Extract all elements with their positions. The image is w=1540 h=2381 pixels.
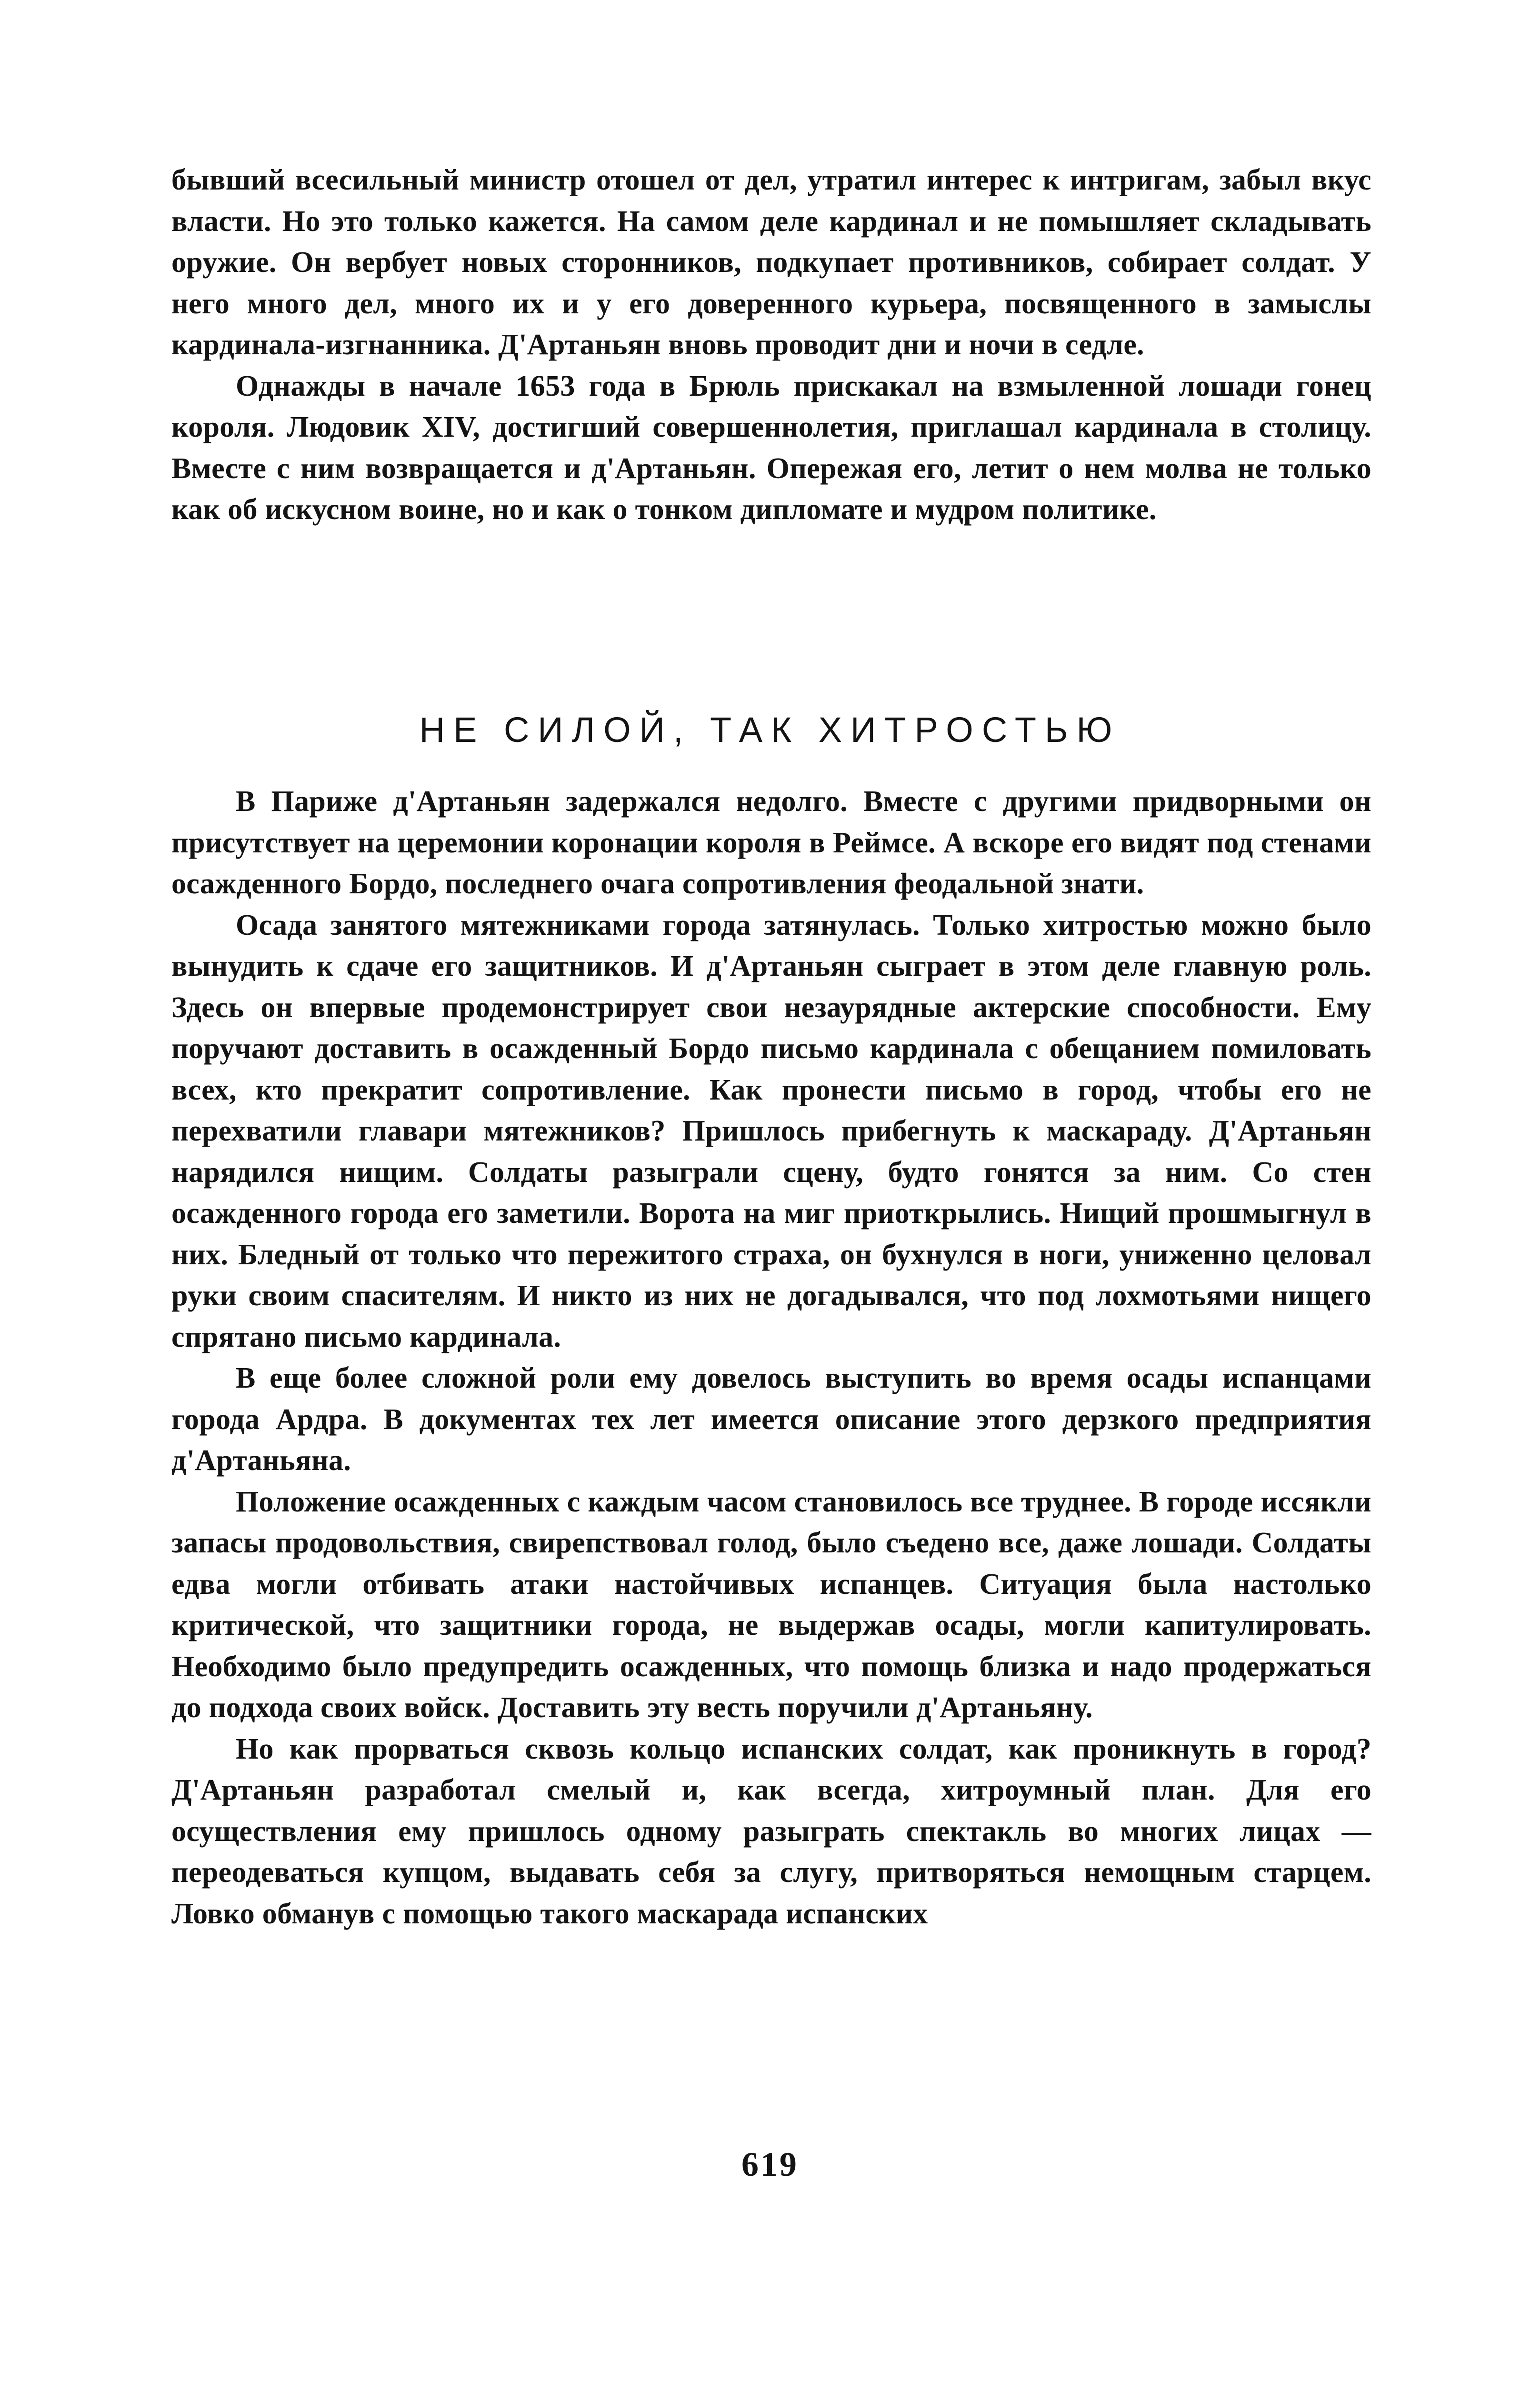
paragraph-continued: бывший всесильный министр отошел от дел, утратил интерес к интригам, забыл вкус власти. Но это только кажется. На самом деле кардинал и не помышляет складывать оружие. Он вербует новых сторонников, подкупает противников, собирает солдат. У него много дел, много их и у его доверенного курьера, посвященного в замыслы кардинала-изгнанника. Д'Артаньян вновь проводит дни и ночи в седле. [171, 164, 1371, 361]
paragraph: Но как прорваться сквозь кольцо испанских солдат, как проникнуть в город? Д'Артаньян разработал смелый и, как всегда, хитроумный план. Для его осуществления ему пришлось одному разыграть спектакль во многих лицах — переодеваться купцом, выдавать себя за слугу, притворяться немощным старцем. Ловко обманув с помощью такого маскарада испанских [171, 1732, 1371, 1930]
paragraph: В Париже д'Артаньян задержался недолго. Вместе с другими придворными он присутствует на церемонии коронации короля в Реймсе. А вскоре его видят под стенами осажденного Бордо, последнего очага сопротивления феодальной знати. [171, 785, 1371, 900]
section-heading: НЕ СИЛОЙ, ТАК ХИТРОСТЬЮ [419, 710, 1121, 750]
text-block-bottom [171, 781, 1371, 1934]
page-number: 619 [741, 2145, 799, 2183]
text-block-top [171, 160, 1371, 530]
paragraph: Положение осажденных с каждым часом становилось все труднее. В городе иссякли запасы продовольствия, свирепствовал голод, было съедено все, даже лошади. Солдаты едва могли отбивать атаки настойчивых испанцев. Ситуация была настолько критической, что защитники города, не выдержав осады, могли капитулировать. Необходимо было предупредить осажденных, что помощь близка и надо продержаться до подхода своих войск. Доставить эту весть поручили д'Артаньяну. [171, 1485, 1371, 1724]
paragraph: Осада занятого мятежниками города затянулась. Только хитростью можно было вынудить к сдаче его защитников. И д'Артаньян сыграет в этом деле главную роль. Здесь он впервые продемонстрирует свои незаурядные актерские способности. Ему поручают доставить в осажденный Бордо письмо кардинала с обещанием помиловать всех, кто прекратит сопротивление. Как пронести письмо в город, чтобы его не перехватили главари мятежников? Пришлось прибегнуть к маскараду. Д'Артаньян нарядился нищим. Солдаты разыграли сцену, будто гонятся за ним. Со стен осажденного города его заметили. Ворота на миг приоткрылись. Нищий прошмыгнул в них. Бледный от только что пережитого страха, он бухнулся в ноги, униженно целовал руки своим спасителям. И никто из них не догадывался, что под лохмотьями нищего спрятано письмо кардинала. [171, 909, 1371, 1353]
paragraph: В еще более сложной роли ему довелось выступить во время осады испанцами города Ардра. В документах тех лет имеется описание этого дерзкого предприятия д'Артаньяна. [171, 1362, 1371, 1477]
paragraph: Однажды в начале 1653 года в Брюль прискакал на взмыленной лошади гонец короля. Людовик XIV, достигший совершеннолетия, приглашал кардинала в столицу. Вместе с ним возвращается и д'Артаньян. Опережая его, летит о нем молва не только как об искусном воине, но и как о тонком дипломате и мудром политике. [171, 370, 1371, 526]
